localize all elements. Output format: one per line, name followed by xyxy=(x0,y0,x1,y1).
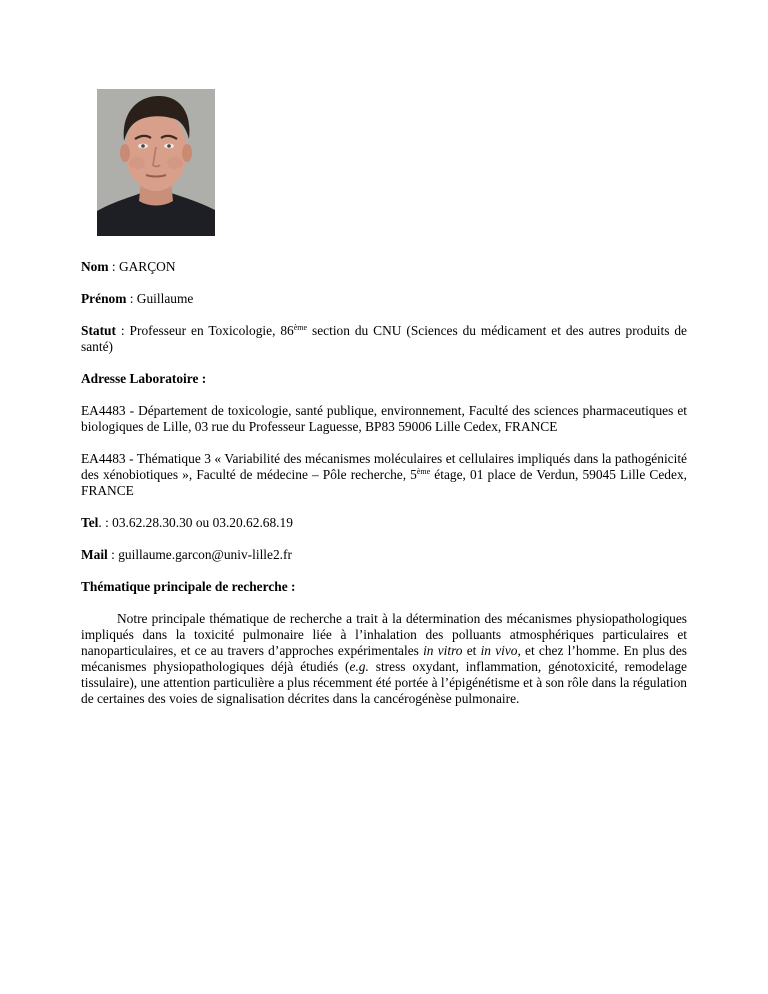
recherche-text-1: Notre principale thématique de recherche a trait à la détermination des mécanismes physiopathologiques impliqués dans la toxicité pulmonaire liée à l’inhalation des polluants atmosphériques particulaires et nanoparticulaires, et ce au travers d’approches expérimentales xyxy=(81,611,687,658)
recherche-italic-eg: e.g. xyxy=(349,659,369,674)
recherche-italic-in-vivo: in vivo xyxy=(480,643,518,658)
tel-line xyxy=(81,515,687,531)
recherche-paragraph xyxy=(81,611,687,707)
mail-label: Mail xyxy=(81,547,108,562)
adresse-heading: Adresse Laboratoire : xyxy=(81,371,207,386)
recherche-text-3: , et chez l’homme. En plus des mécanismes physiopathologiques déjà étudiés ( xyxy=(81,643,687,674)
recherche-heading: Thématique principale de recherche : xyxy=(81,579,296,594)
statut-text-before: Professeur en Toxicologie, 86 xyxy=(129,323,294,338)
address-2-text-before: EA4483 - Thématique 3 « Variabilité des mécanismes moléculaires et cellulaires impliqués dans la pathogénicité des xénobiotiques », Faculté de médecine – Pôle recherche, 5 xyxy=(81,451,687,482)
mail-value[interactable]: guillaume.garcon@univ-lille2.fr xyxy=(118,547,292,562)
mail-separator: : xyxy=(107,547,119,562)
recherche-italic-in-vitro: in vitro xyxy=(423,643,463,658)
address-2-text-after: étage, 01 place de Verdun, 59045 Lille Cedex, FRANCE xyxy=(81,467,687,498)
statut-text-after: section du CNU (Sciences du médicament et des autres produits de santé) xyxy=(81,323,687,354)
statut-superscript: ème xyxy=(293,323,308,332)
tel-separator: . : xyxy=(98,515,113,530)
recherche-text-4: stress oxydant, inflammation, génotoxicité, remodelage tissulaire), une attention particulière a plus récemment été portée à l’épigénétisme et à son rôle dans la régulation de certaines des voies de signalisation décrites dans la cancérogénèse pulmonaire. xyxy=(81,659,687,706)
portrait-photo xyxy=(97,89,215,236)
prenom-separator: : xyxy=(126,291,137,306)
tel-label: Tel xyxy=(81,515,99,530)
nom-separator: : xyxy=(108,259,119,274)
mail-line xyxy=(81,547,687,563)
nom-value: GARÇON xyxy=(118,259,176,274)
address-2 xyxy=(81,451,687,499)
prenom-value: Guillaume xyxy=(136,291,194,306)
tel-value: 03.62.28.30.30 ou 03.20.62.68.19 xyxy=(112,515,293,530)
prenom-label: Prénom xyxy=(81,291,127,306)
prenom-line xyxy=(81,291,687,307)
nom-line xyxy=(81,259,687,275)
nom-label: Nom xyxy=(81,259,109,274)
statut-separator: : xyxy=(115,323,130,338)
statut-paragraph xyxy=(81,323,687,355)
address-2-superscript: ème xyxy=(416,467,431,476)
statut-label: Statut xyxy=(81,323,116,338)
recherche-text-2: et xyxy=(462,643,481,658)
portrait-image xyxy=(97,89,215,236)
profile-content xyxy=(81,259,687,723)
address-1: EA4483 - Département de toxicologie, santé publique, environnement, Faculté des sciences pharmaceutiques et biologiques de Lille, 03 rue du Professeur Laguesse, BP83 59006 Lille Cedex, FRANCE xyxy=(81,403,687,434)
